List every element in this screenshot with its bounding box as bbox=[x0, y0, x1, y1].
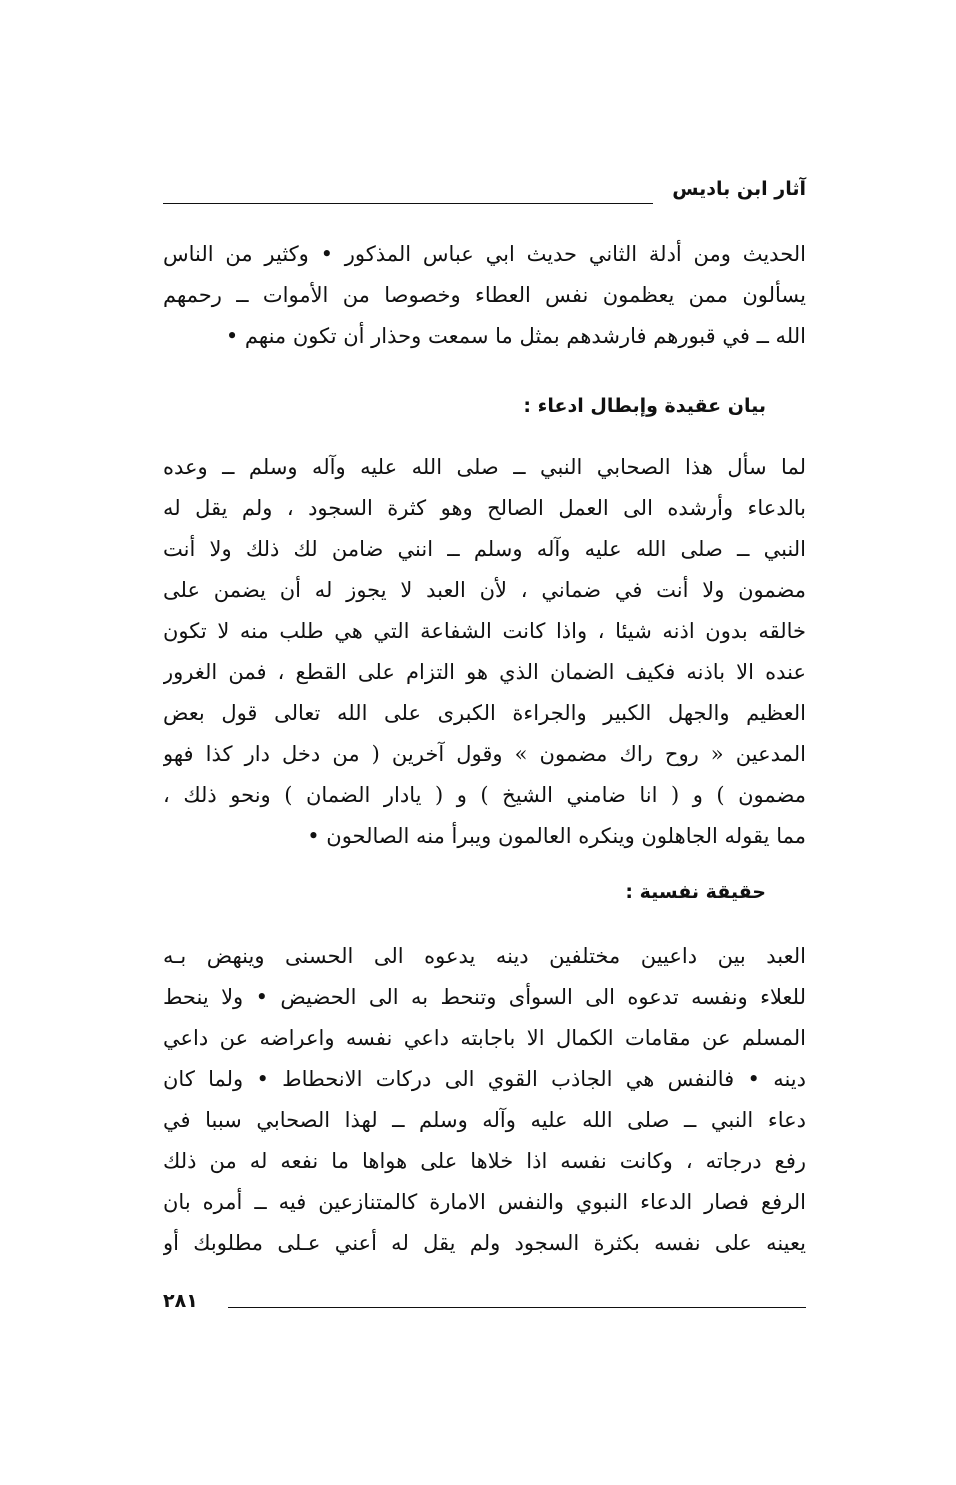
header-title: آثار ابن باديس bbox=[672, 178, 806, 200]
paragraph-line: رفع درجاته ، وكانت نفسه اذا خلاها على هواها ما نفعه له من ذلك bbox=[163, 1149, 806, 1173]
paragraph-line: العظيم والجهل الكبير والجراءة الكبرى على الله تعالى قول بعض bbox=[163, 701, 806, 725]
paragraph-line: الله ــ في قبورهم فارشدهم بمثل ما سمعت وحذار أن تكون منهم • bbox=[225, 324, 806, 348]
footer-rule bbox=[228, 1307, 806, 1308]
paragraph-3 bbox=[163, 936, 806, 1264]
paragraph-line: النبي ــ صلى الله عليه وآله وسلم ــ انني ضامن لك ذلك ولا أنت bbox=[163, 537, 806, 561]
paragraph-line: بالدعاء وأرشده الى العمل الصالح وهو كثرة السجود ، ولم يقل له bbox=[163, 496, 806, 520]
header-rule bbox=[163, 203, 653, 204]
page-number: ٢٨١ bbox=[163, 1290, 198, 1312]
paragraph-line: دعاء النبي ــ صلى الله عليه وآله وسلم ــ لهذا الصحابي سببا في bbox=[163, 1108, 806, 1132]
paragraph-line: عنده الا باذنه فكيف الضمان الذي هو التزام على القطع ، فمن الغرور bbox=[163, 660, 806, 684]
paragraph-line: مضمون ) و ( انا ضامني الشيخ ) و ( يادار الضمان ) ونحو ذلك ، bbox=[163, 783, 806, 807]
paragraph-line: المسلم عن مقامات الكمال الا باجابته داعي نفسه واعراضه عن داعي bbox=[163, 1026, 806, 1050]
paragraph-line: العبد بين داعيين مختلفين دينه يدعوه الى الحسنى وينهض بـه bbox=[163, 944, 806, 968]
paragraph-line: مضمون ولا أنت في ضماني ، لأن العبد لا يجوز له أن يضمن على bbox=[163, 578, 806, 602]
paragraph-line: دينه • فالنفس هي الجاذب القوي الى دركات الانحطاط • ولما كان bbox=[163, 1067, 806, 1091]
section-heading-psychological-truth: حقيقة نفسية : bbox=[625, 881, 766, 903]
paragraph-1 bbox=[163, 234, 806, 357]
paragraph-line: للعلاء ونفسه تدعوه الى السوأى وتنحط به الى الحضيض • ولا ينحط bbox=[163, 985, 806, 1009]
paragraph-line: مما يقوله الجاهلون وينكره العالمون ويبرأ منه الصالحون • bbox=[307, 824, 806, 848]
paragraph-line: خالقه بدون اذنه شيئا ، واذا كانت الشفاعة التي هي طلب منه لا تكون bbox=[163, 619, 806, 643]
paragraph-line: يسألون ممن يعظمون نفس العطاء وخصوصا من الأموات ــ رحمهم bbox=[163, 283, 806, 307]
running-header bbox=[163, 172, 806, 212]
paragraph-line: لما سأل هذا الصحابي النبي ــ صلى الله عليه وآله وسلم ــ وعده bbox=[163, 455, 806, 479]
paragraph-line: الرفع فصار الدعاء النبوي والنفس الامارة كالمتنازعين فيه ــ أمره بان bbox=[163, 1190, 806, 1214]
paragraph-2 bbox=[163, 447, 806, 857]
paragraph-line: المدعين « روح راك مضمون » وقول آخرين ( من دخل دار كذا فهو bbox=[163, 742, 806, 766]
section-heading-creed: بيان عقيدة وإبطال ادعاء : bbox=[523, 395, 766, 417]
paragraph-line: الحديث ومن أدلة الثاني حديث ابي عباس المذكور • وكثير من الناس bbox=[163, 242, 806, 266]
paragraph-line: يعينه على نفسه بكثرة السجود ولم يقل له أعني عـلى مطلوبك أو bbox=[163, 1231, 806, 1255]
page-footer bbox=[163, 1290, 806, 1320]
